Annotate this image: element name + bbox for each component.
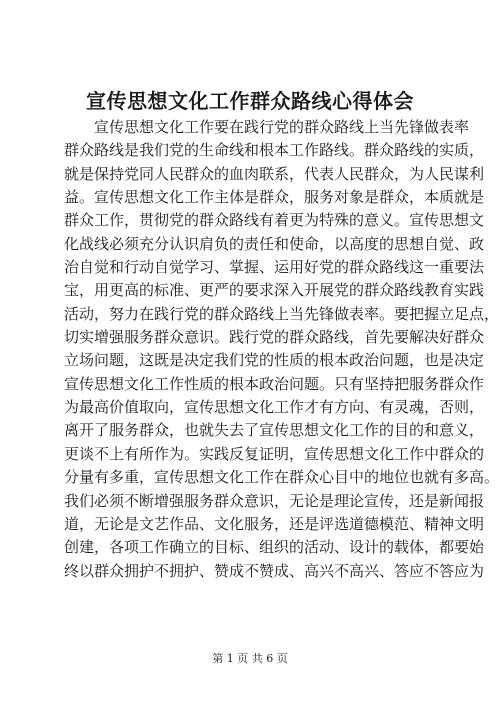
paragraph-line: 活动，努力在践行党的群众路线上当先锋做表率。要把握立足点，	[64, 304, 500, 323]
paragraph-line: 就是保持党同人民群众的血肉联系，代表人民群众，为人民谋利	[64, 164, 485, 183]
paragraph-line: 宝，用更高的标准、更严的要求深入开展党的群众路线教育实践	[64, 281, 485, 300]
paragraph-line: 为最高价值取向，宣传思想文化工作才有方向、有灵魂，否则，	[64, 398, 485, 417]
paragraph-line: 终以群众拥护不拥护、赞成不赞成、高兴不高兴、答应不答应为	[64, 561, 485, 580]
body-paragraph	[64, 116, 500, 583]
paragraph-line: 切实增强服务群众意识。践行党的群众路线，首先要解决好群众	[64, 328, 485, 347]
paragraph-line: 益。宣传思想文化工作主体是群众，服务对象是群众，本质就是	[64, 188, 485, 207]
document-title: 宣传思想文化工作群众路线心得体会	[86, 89, 414, 113]
paragraph-line: 立场问题，这既是决定我们党的性质的根本政治问题，也是决定	[64, 351, 485, 370]
paragraph-line: 宣传思想文化工作性质的根本政治问题。只有坚持把服务群众作	[64, 374, 485, 393]
paragraph-line: 治自觉和行动自觉学习、掌握、运用好党的群众路线这一重要法	[64, 258, 485, 277]
paragraph-line: 道，无论是文艺作品、文化服务，还是评选道德模范、精神文明	[64, 514, 485, 533]
paragraph-line: 群众工作，贯彻党的群众路线有着更为特殊的意义。宣传思想文	[64, 211, 485, 230]
paragraph-line: 化战线必须充分认识肩负的责任和使命，以高度的思想自觉、政	[64, 234, 485, 253]
paragraph-line: 宣传思想文化工作要在践行党的群众路线上当先锋做表率	[94, 118, 470, 136]
page-number-footer: 第 1 页 共 6 页	[212, 652, 288, 665]
paragraph-line: 我们必须不断增强服务群众意识，无论是理论宣传，还是新闻报	[64, 491, 485, 510]
paragraph-line: 分量有多重，宣传思想文化工作在群众心目中的地位也就有多高。	[64, 468, 500, 487]
paragraph-line: 群众路线是我们党的生命线和根本工作路线。群众路线的实质，	[64, 141, 485, 160]
paragraph-line: 创建，各项工作确立的目标、组织的活动、设计的载体，都要始	[64, 538, 485, 557]
paragraph-line: 离开了服务群众，也就失去了宣传思想文化工作的目的和意义，	[64, 421, 485, 440]
paragraph-line: 更谈不上有所作为。实践反复证明，宣传思想文化工作中群众的	[64, 444, 485, 463]
